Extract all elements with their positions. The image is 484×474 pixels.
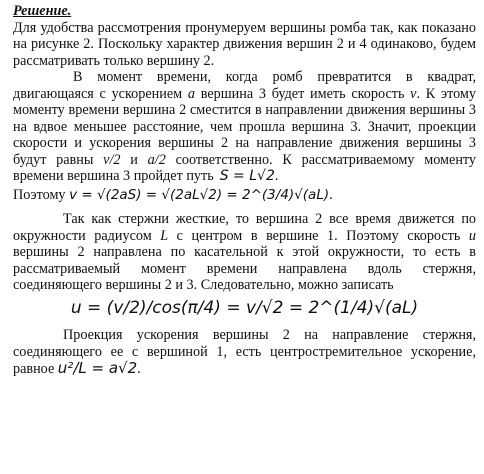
paragraph-4: Проекция ускорения вершины 2 на направление стержня, соединяющего ее с вершиной 1, есть центростремительное ускорение, равное u²/L = a√2.	[13, 327, 476, 377]
paragraph-3: Так как стержни жесткие, то вершина 2 все время движется по окружности радиусом L с центром в вершине 1. Поэтому скорость u вершины 2 направлена по касательной к этой окружности, то есть в рассматриваемый момент времени направлена вдоль стержня, соединяющего вершины 2 и 3. Следовательно, можно записать	[13, 211, 476, 293]
a-half: a/2	[147, 151, 166, 168]
formula-S: S = L√2	[219, 168, 275, 184]
formula-centripetal: u²/L = a√2	[57, 359, 138, 377]
var-v: v	[410, 85, 417, 102]
formula-u-line	[13, 297, 476, 318]
v-half: v/2	[103, 151, 121, 168]
formula-u: u = (v/2)/cos(π/4) = v/√2 = 2^(1/4)√(aL)	[70, 297, 419, 318]
formula-v: v = √(2aS) = √(2aL√2) = 2^(3/4)√(aL)	[69, 186, 330, 203]
var-u: u	[468, 227, 476, 244]
poetomu-line: Поэтому v = √(2aS) = √(2aL√2) = 2^(3/4)√(aL).	[13, 186, 333, 203]
paragraph-2: В момент времени, когда ромб превратится в квадрат, двигающаяся с ускорением a вершина 3 будет иметь скорость v. К этому моменту времени вершина 2 сместится в направлении движения вершины 3 на вдвое меньшее расстояние, чем прошла вершина 3. Значит, проекции скорости и ускорения вершины 2 на направление движения вершины 3 будут равны v/2 и a/2 соответственно. К рассматриваемому моменту времени вершина 3 пройдет путь S = L√2.	[13, 69, 477, 184]
paragraph-1: Для удобства рассмотрения пронумеруем вершины ромба так, как показано на рисунке 2. Поскольку характер движения вершин 2 и 4 одинаково, будем рассматривать только вершину 2.	[13, 19, 476, 69]
var-L: L	[160, 227, 169, 244]
solution-heading: Решение.	[13, 3, 72, 19]
var-a: a	[187, 85, 195, 102]
